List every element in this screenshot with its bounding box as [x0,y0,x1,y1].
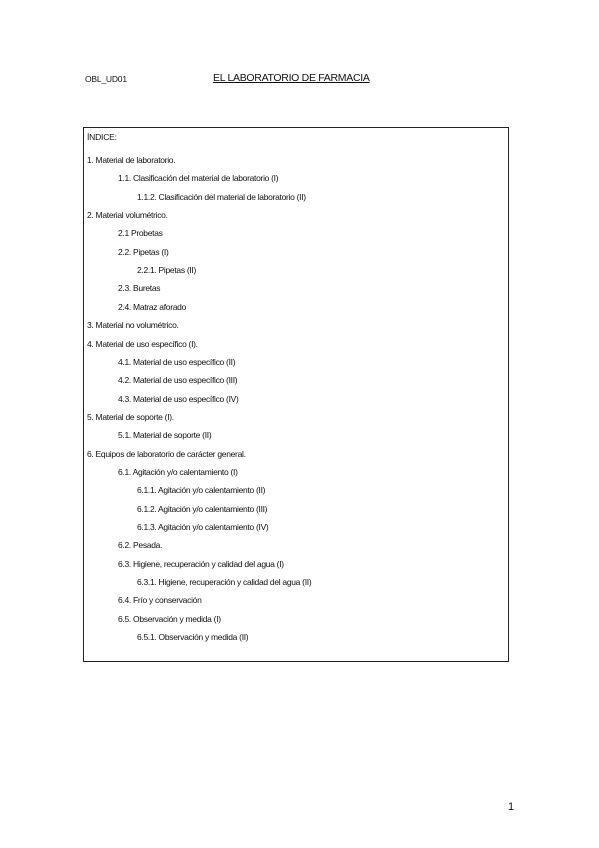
toc-item: 4.3. Material de uso específico (IV) [118,393,239,404]
toc-item: 6.3.1. Higiene, recuperación y calidad del agua (II) [137,577,312,588]
document-title: EL LABORATORIO DE FARMACIA [213,72,370,84]
toc-item: 2.4. Matraz aforado [118,301,187,312]
toc-item: 2.3. Buretas [118,283,161,294]
toc-item: 2.1 Probetas [118,228,163,239]
toc-item: 6. Equipos de laboratorio de carácter general. [87,448,246,459]
toc-item: 6.2. Pesada. [118,540,163,551]
toc-item: 2.2. Pipetas (I) [118,246,169,257]
document-code: OBL_UD01 [85,74,127,84]
toc-item: 5. Material de soporte (I). [87,411,174,422]
toc-item: 6.5.1. Observación y medida (II) [137,632,249,643]
toc-item: 6.5. Observación y medida (I) [118,613,221,624]
toc-item: 4.1. Material de uso específico (II) [118,356,236,367]
toc-item: 2. Material volumétrico. [87,210,168,221]
toc-item: 6.1.1. Agitación y/o calentamiento (II) [137,485,266,496]
toc-item: 3. Material no volumétrico. [87,320,179,331]
toc-item: 6.1. Agitación y/o calentamiento (I) [118,466,238,477]
toc-item: 1.1.2. Clasificación del material de laboratorio (II) [137,191,306,202]
toc-item: 4. Material de uso específico (I). [87,338,198,349]
toc-item: 6.3. Higiene, recuperación y calidad del agua (I) [118,558,284,569]
toc-item: 6.1.2. Agitación y/o calentamiento (III) [137,503,268,514]
toc-item: 6.1.3. Agitación y/o calentamiento (IV) [137,522,269,532]
toc-item: 1. Material de laboratorio. [87,155,176,165]
index-box [83,127,509,662]
toc-item: 4.2. Material de uso específico (III) [118,375,238,386]
toc-item: 2.2.1. Pipetas (II) [137,265,197,276]
toc-item: 5.1. Material de soporte (II) [118,430,212,441]
toc-item: 1.1. Clasificación del material de laboratorio (I) [118,173,279,184]
page-number: 1 [508,801,515,813]
toc-item: 6.4. Frío y conservación [118,595,202,606]
index-heading: ÍNDICE: [87,132,117,142]
